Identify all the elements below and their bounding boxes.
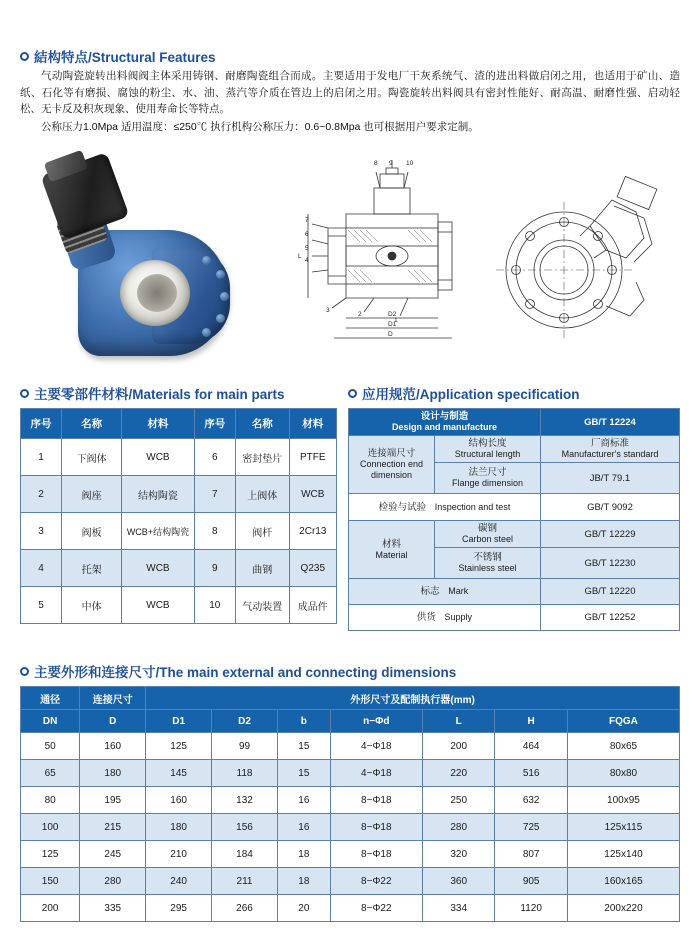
- th-b: b: [277, 710, 330, 733]
- row-label-supply: [349, 605, 541, 631]
- label-cn: 材料: [382, 538, 402, 550]
- cell: WCB: [289, 476, 336, 513]
- cell: 150: [21, 868, 80, 895]
- cell: 16: [277, 787, 330, 814]
- cell: 2: [21, 476, 62, 513]
- svg-text:D2: D2: [388, 311, 397, 318]
- cell: 195: [80, 787, 146, 814]
- cell: 156: [212, 814, 278, 841]
- bullet-icon: [20, 52, 29, 61]
- cell: 240: [146, 868, 212, 895]
- label-cn: 连接端尺寸: [367, 448, 416, 459]
- product-illustrations: [20, 152, 680, 374]
- svg-text:5: 5: [305, 245, 309, 252]
- application-table: [348, 408, 680, 631]
- sectional-drawing-svg: [288, 160, 488, 356]
- row-sub-structural-length: [435, 436, 541, 463]
- cell: 99: [212, 733, 278, 760]
- cell: 215: [80, 814, 146, 841]
- cell: 200x220: [567, 895, 679, 922]
- svg-text:4: 4: [305, 257, 309, 264]
- cell: 1: [21, 439, 62, 476]
- cell: 245: [80, 841, 146, 868]
- table-row: [21, 550, 337, 587]
- svg-text:6: 6: [305, 231, 309, 238]
- table-row: [21, 895, 680, 922]
- cell: 145: [146, 760, 212, 787]
- flange-bolt-icon: [216, 314, 225, 323]
- cell: 18: [277, 868, 330, 895]
- label-en: Material: [375, 549, 408, 560]
- cell: 125: [21, 841, 80, 868]
- cell: 4: [21, 550, 62, 587]
- cell: 725: [495, 814, 567, 841]
- intro-paragraph-2: 公称压力1.0Mpa 适用温度：≤250℃ 执行机构公称压力：0.6~0.8Mpa 也可根据用户要求定制。: [41, 120, 479, 133]
- cell: 4−Φ18: [330, 733, 422, 760]
- th-l: L: [422, 710, 494, 733]
- cell: 210: [146, 841, 212, 868]
- label-en: Design and manufacture: [391, 422, 497, 432]
- row-value-flange-dimension: JB/T 79.1: [540, 463, 679, 494]
- cell: 211: [212, 868, 278, 895]
- materials-table: [20, 408, 337, 624]
- table-row: [21, 787, 680, 814]
- row-value-design: GB/T 12224: [540, 409, 679, 436]
- section-heading-materials: [20, 383, 285, 403]
- row-value-structural-length: [540, 436, 679, 463]
- cell: 6: [194, 439, 235, 476]
- table-row: [21, 476, 337, 513]
- cell: 密封垫片: [235, 439, 289, 476]
- cell: 80x80: [567, 760, 679, 787]
- cell: 220: [422, 760, 494, 787]
- valve-bore-inner-shape: [137, 274, 177, 312]
- svg-text:3: 3: [326, 307, 330, 314]
- flange-bolt-icon: [202, 256, 211, 265]
- cell: 516: [495, 760, 567, 787]
- th-h: H: [495, 710, 567, 733]
- cell: 360: [422, 868, 494, 895]
- group-header-connection: 连接尺寸: [80, 687, 146, 710]
- cell: 9: [194, 550, 235, 587]
- cell: WCB: [122, 550, 195, 587]
- cell: 10: [194, 587, 235, 624]
- table-row: [21, 733, 680, 760]
- valve-photo: [20, 152, 276, 374]
- sub-cn: 结构长度: [468, 438, 507, 449]
- label-en: Mark: [448, 586, 469, 596]
- svg-text:10: 10: [406, 160, 414, 167]
- bullet-icon: [348, 389, 357, 398]
- cell: 8−Φ18: [330, 814, 422, 841]
- intro-text: [20, 68, 680, 135]
- cell: 阀座: [62, 476, 122, 513]
- cell: 184: [212, 841, 278, 868]
- cell: 100: [21, 814, 80, 841]
- svg-text:2: 2: [358, 311, 362, 318]
- dimensions-table-wrap: [20, 686, 680, 922]
- table-row: [21, 439, 337, 476]
- flange-bolt-icon: [216, 270, 225, 279]
- th-no-2: 序号: [194, 409, 235, 439]
- section-title-application: 应用规范/Application specification: [362, 387, 580, 402]
- svg-text:D: D: [388, 331, 393, 338]
- cell: WCB: [122, 439, 195, 476]
- svg-text:8: 8: [374, 160, 378, 167]
- cell: 464: [495, 733, 567, 760]
- plan-view-drawing-svg: [494, 166, 680, 356]
- label-cn: 供货: [416, 612, 436, 623]
- bullet-icon: [20, 667, 29, 676]
- cell: 100x95: [567, 787, 679, 814]
- cell: 320: [422, 841, 494, 868]
- row-label-inspection: [349, 494, 541, 521]
- section-title-materials: 主要零部件材料/Materials for main parts: [34, 387, 285, 402]
- row-sub-flange-dimension: [435, 463, 541, 494]
- row-sub-stainless-steel: [435, 548, 541, 579]
- sub-en: Flange dimension: [451, 478, 524, 488]
- row-label-connection: [349, 436, 435, 494]
- cell: 80x65: [567, 733, 679, 760]
- section-heading-structural: [20, 46, 216, 66]
- cell: 250: [422, 787, 494, 814]
- cell: 阀杆: [235, 513, 289, 550]
- section-title-dimensions: 主要外形和连接尺寸/The main external and connecting dimensions: [34, 665, 457, 680]
- cell: 下阀体: [62, 439, 122, 476]
- materials-table-wrap: [20, 408, 337, 624]
- cell: 335: [80, 895, 146, 922]
- group-header-external: 外形尺寸及配制执行器(mm): [146, 687, 680, 710]
- flange-bolt-icon: [202, 328, 211, 337]
- value-en: Manufacturer's standard: [561, 449, 659, 459]
- cell: 200: [21, 895, 80, 922]
- cell: PTFE: [289, 439, 336, 476]
- cell: 16: [277, 814, 330, 841]
- cell: 1120: [495, 895, 567, 922]
- cell: 807: [495, 841, 567, 868]
- section-heading-dimensions: [20, 661, 456, 681]
- svg-text:7: 7: [305, 217, 309, 224]
- cell: 295: [146, 895, 212, 922]
- cell: 160x165: [567, 868, 679, 895]
- row-label-design: [349, 409, 541, 436]
- cell: 4−Φ18: [330, 760, 422, 787]
- th-material-1: 材料: [122, 409, 195, 439]
- cell: WCB+结构陶瓷: [122, 513, 195, 550]
- cell: 7: [194, 476, 235, 513]
- row-sub-carbon-steel: [435, 521, 541, 548]
- label-cn: 标志: [420, 586, 440, 597]
- row-value-mark: GB/T 12220: [540, 579, 679, 605]
- svg-text:L: L: [298, 253, 302, 260]
- table-row: [349, 605, 680, 631]
- sectional-drawing: [288, 160, 488, 356]
- th-fqga: FQGA: [567, 710, 679, 733]
- svg-text:D1: D1: [388, 321, 397, 328]
- table-row: [21, 841, 680, 868]
- cell: 132: [212, 787, 278, 814]
- cell: 334: [422, 895, 494, 922]
- table-row: [21, 760, 680, 787]
- th-name-1: 名称: [62, 409, 122, 439]
- group-header-dn: 通径: [21, 687, 80, 710]
- row-label-material: [349, 521, 435, 579]
- th-no-1: 序号: [21, 409, 62, 439]
- table-row: [349, 494, 680, 521]
- svg-text:1: 1: [394, 317, 398, 324]
- cell: Q235: [289, 550, 336, 587]
- th-d2: D2: [212, 710, 278, 733]
- sub-en: Stainless steel: [458, 563, 517, 573]
- table-group-header-row: [21, 687, 680, 710]
- row-label-mark: [349, 579, 541, 605]
- cell: 中体: [62, 587, 122, 624]
- cell: 632: [495, 787, 567, 814]
- table-row: [349, 579, 680, 605]
- cell: 8−Φ22: [330, 895, 422, 922]
- label-en: Inspection and test: [434, 501, 511, 512]
- cell: 18: [277, 841, 330, 868]
- section-heading-application: [348, 383, 580, 403]
- th-material-2: 材料: [289, 409, 336, 439]
- table-row: [21, 587, 337, 624]
- label-en: Connection end dimension: [359, 459, 424, 480]
- cell: 成品件: [289, 587, 336, 624]
- plan-view-drawing: [494, 166, 680, 356]
- cell: 阀板: [62, 513, 122, 550]
- table-row: [21, 868, 680, 895]
- bullet-icon: [20, 389, 29, 398]
- table-header-row: [21, 409, 337, 439]
- cell: 80: [21, 787, 80, 814]
- row-value-carbon-steel: GB/T 12229: [540, 521, 679, 548]
- th-name-2: 名称: [235, 409, 289, 439]
- cell: 8−Φ18: [330, 841, 422, 868]
- cell: 200: [422, 733, 494, 760]
- dimensions-table: [20, 686, 680, 922]
- cell: 180: [80, 760, 146, 787]
- label-cn: 设计与制造: [420, 411, 469, 422]
- cell: 8: [194, 513, 235, 550]
- cell: 118: [212, 760, 278, 787]
- cell: 20: [277, 895, 330, 922]
- cell: 结构陶瓷: [122, 476, 195, 513]
- cell: 5: [21, 587, 62, 624]
- cell: 280: [422, 814, 494, 841]
- table-row: [21, 814, 680, 841]
- th-d: D: [80, 710, 146, 733]
- intro-paragraph-1: 气动陶瓷旋转出料阀阀主体采用铸钢、耐磨陶瓷组合而成。主要适用于发电厂干灰系统气、渣的进出料做启闭之用，也适用于矿山、造纸、石化等有磨损、腐蚀的粉尘、水、油、蒸汽等介质在管边上的启闭之用。陶瓷旋转出料阀具有密封性能好、耐高温、耐磨性强、启动轻松、无卡反及积灰现象、使用寿命长等特点。: [20, 70, 680, 115]
- application-table-wrap: [348, 408, 680, 631]
- cell: 125: [146, 733, 212, 760]
- cell: 15: [277, 733, 330, 760]
- table-row: [349, 409, 680, 436]
- cell: 160: [146, 787, 212, 814]
- cell: 气动装置: [235, 587, 289, 624]
- row-value-stainless-steel: GB/T 12230: [540, 548, 679, 579]
- th-nphid: n−Φd: [330, 710, 422, 733]
- sub-cn: 碳钢: [477, 523, 497, 534]
- table-row: [21, 513, 337, 550]
- sub-en: Carbon steel: [461, 534, 514, 544]
- cell: 8−Φ18: [330, 787, 422, 814]
- cell: 3: [21, 513, 62, 550]
- label-en: Supply: [444, 612, 473, 622]
- th-dn: DN: [21, 710, 80, 733]
- table-header-row: [21, 710, 680, 733]
- value-cn: 厂商标准: [590, 438, 629, 449]
- cell: 180: [146, 814, 212, 841]
- cell: 905: [495, 868, 567, 895]
- table-row: [349, 436, 680, 463]
- cell: 托架: [62, 550, 122, 587]
- cell: 曲钢: [235, 550, 289, 587]
- cell: 125x140: [567, 841, 679, 868]
- flange-bolt-icon: [220, 292, 229, 301]
- sub-cn: 不锈钢: [473, 552, 502, 563]
- label-cn: 检验与试验: [378, 501, 427, 513]
- row-value-inspection: GB/T 9092: [540, 494, 679, 521]
- svg-text:9: 9: [389, 160, 393, 167]
- cell: 125x115: [567, 814, 679, 841]
- table-row: [349, 521, 680, 548]
- section-title-structural: 結构特点/Structural Features: [34, 50, 216, 65]
- cell: 280: [80, 868, 146, 895]
- cell: 上阀体: [235, 476, 289, 513]
- sub-en: Structural length: [454, 449, 521, 459]
- cell: WCB: [122, 587, 195, 624]
- cell: 266: [212, 895, 278, 922]
- cell: 2Cr13: [289, 513, 336, 550]
- cell: 15: [277, 760, 330, 787]
- cell: 65: [21, 760, 80, 787]
- sub-cn: 法兰尺寸: [468, 467, 507, 478]
- th-d1: D1: [146, 710, 212, 733]
- cell: 160: [80, 733, 146, 760]
- cell: 50: [21, 733, 80, 760]
- row-value-supply: GB/T 12252: [540, 605, 679, 631]
- cell: 8−Φ22: [330, 868, 422, 895]
